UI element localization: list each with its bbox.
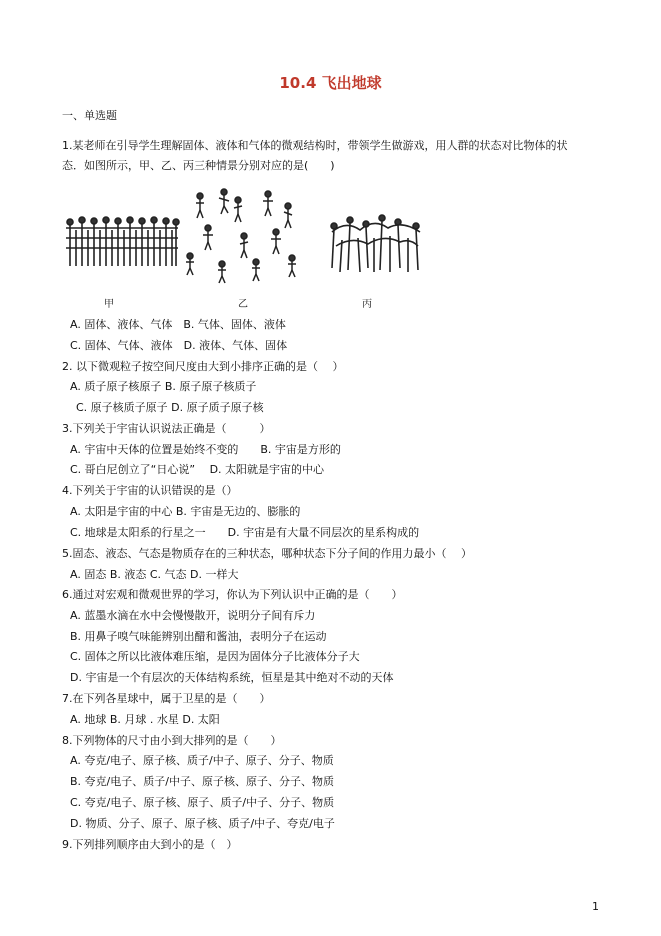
figure-yi-gas-scattered-people [180, 186, 310, 292]
figure-label-jia: 甲 [104, 299, 114, 310]
question-4-options-cd: C. 地球是太阳系的行星之一 D. 宇宙是有大量不同层次的星系构成的 [70, 526, 420, 539]
question-7-options: A. 地球 B. 月球 . 水星 D. 太阳 [70, 713, 220, 726]
question-2-stem: 2. 以下微观粒子按空间尺度由大到小排序正确的是（ ） [62, 360, 344, 373]
question-1-line-2: 态．如图所示，甲、乙、丙三种情景分别对应的是( ) [62, 159, 335, 172]
question-3-options-cd: C. 哥白尼创立了“日心说” D. 太阳就是宇宙的中心 [70, 463, 325, 476]
question-6-option-c: C. 固体之所以比液体难压缩，是因为固体分子比液体分子大 [70, 650, 360, 663]
question-9-stem: 9.下列排列顺序由大到小的是（ ） [62, 838, 238, 851]
question-6-option-d: D. 宇宙是一个有层次的天体结构系统，恒星是其中绝对不动的天体 [70, 671, 394, 684]
question-8-option-d: D. 物质、分子、原子、原子核、质子/中子、夸克/电子 [70, 817, 335, 830]
question-2-options-cd: C. 原子核质子原子 D. 原子质子原子核 [76, 401, 264, 414]
question-8-stem: 8.下列物体的尺寸由小到大排列的是（ ） [62, 734, 282, 747]
question-6-option-b: B. 用鼻子嗅气味能辨别出醋和酱油，表明分子在运动 [70, 630, 327, 643]
question-5-options: A. 固态 B. 液态 C. 气态 D. 一样大 [70, 568, 239, 581]
question-2-options-ab: A. 质子原子核原子 B. 原子原子核质子 [70, 380, 257, 393]
question-6-option-a: A. 蓝墨水滴在水中会慢慢散开，说明分子间有斥力 [70, 609, 316, 622]
question-5-stem: 5.固态、液态、气态是物质存在的三种状态，哪种状态下分子间的作用力最小（ ） [62, 547, 472, 560]
page-title: 10.4 飞出地球 [279, 74, 382, 92]
question-1-line-1: 1.某老师在引导学生理解固体、液体和气体的微观结构时，带领学生做游戏，用人群的状态对比物体的状 [62, 139, 568, 152]
page-number: 1 [592, 900, 599, 913]
question-4-stem: 4.下列关于宇宙的认识错误的是（） [62, 484, 238, 497]
question-3-options-ab: A. 宇宙中天体的位置是始终不变的 B. 宇宙是方形的 [70, 443, 341, 456]
question-6-stem: 6.通过对宏观和微观世界的学习，你认为下列认识中正确的是（ ） [62, 588, 403, 601]
figure-jia-solid-people-lattice [62, 200, 182, 280]
section-heading: 一、单选题 [62, 109, 117, 122]
question-7-stem: 7.在下列各星球中，属于卫星的是（ ） [62, 692, 271, 705]
question-3-stem: 3.下列关于宇宙认识说法正确是（ ） [62, 422, 271, 435]
figure-bing-liquid-linked-people [326, 206, 426, 284]
question-1-options-cd: C. 固体、气体、液体 D. 液体、气体、固体 [70, 339, 288, 352]
question-8-option-c: C. 夸克/电子、原子核、原子、质子/中子、分子、物质 [70, 796, 335, 809]
question-1-options-ab: A. 固体、液体、气体 B. 气体、固体、液体 [70, 318, 286, 331]
question-4-options-ab: A. 太阳是宇宙的中心 B. 宇宙是无边的、膨胀的 [70, 505, 301, 518]
figure-label-yi: 乙 [238, 299, 248, 310]
question-8-option-b: B. 夸克/电子、质子/中子、原子核、原子、分子、物质 [70, 775, 334, 788]
figure-label-bing: 丙 [362, 299, 372, 310]
question-8-option-a: A. 夸克/电子、原子核、质子/中子、原子、分子、物质 [70, 754, 334, 767]
